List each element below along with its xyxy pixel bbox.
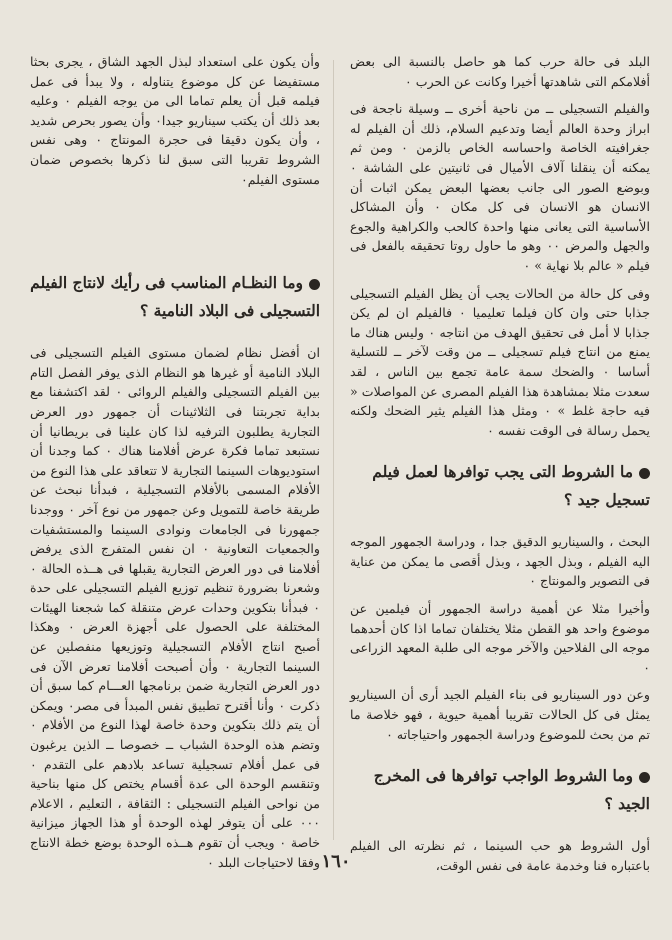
paragraph: البلد فى حالة حرب كما هو حاصل بالنسبة الى بعض أفلامكم التى شاهدتها أخيرا وكانت عن الحرب ٠ [350,54,650,89]
question-heading [30,269,320,325]
question-text: ما الشروط التى يجب توافرها لعمل فيلم [372,462,633,482]
paragraph: وأن يكون على استعداد لبذل الجهد الشاق ، يجرى بحثا مستفيضا عن كل موضوع يتناوله ، ولا يبدأ فى عمل فيلمه قبل أن يعلم تماما الى من يوجه الفيلم ٠ وعليه بعد ذلك أن يكتب سيناريو جيدا٠ وأن يصور بحرص شديد ، وأن يكون دقيقا فى حجرة المونتاج ٠ وهى نفس الشروط تقريبا التى سبق لنا ذكرها بخصوص ضمان مستوى الفيلم٠ [30,54,320,187]
question-heading [350,762,650,818]
paragraph: وفى كل حالة من الحالات يجب أن يظل الفيلم التسجيلى جذابا حتى وان كان فيلما تعليميا ٠ فالفيلم ان لم يكن جذابا لا أمل فى تحقيق الهدف من انتاجه ٠ وليس هناك ما يمنع من انتاج فيلم تسجيلى ــ من وقت لآخر ــ للتسلية أساسا ٠ والضحك سمة عامة تجمع بين الناس ، لقد سعدت مثلا بمشاهدة هذا الفيلم المصرى عن المواصلات « فيه حاجة غلط » ٠ ومثل هذا الفيلم يثير الضحك ولكنه يحمل رسالة فى الوقت نفسه ٠ [350,285,650,438]
question-text: التسجيلى فى البلاد النامية ؟ [140,301,320,321]
paragraph: البحث ، والسيناريو الدقيق جدا ، ودراسة الجمهور الموجه اليه الفيلم ، وبذل الجهد ، وبذل أقصى ما يمكن من عناية فى التصوير والمونتاج ٠ [350,534,650,589]
left-column [30,52,320,872]
bullet-icon [639,468,650,479]
question-text: وما النظـام المناسب فى رأيك لانتاج الفيلم [30,273,303,293]
question-heading [350,458,650,514]
paragraph: وأخيرا مثلا عن أهمية دراسة الجمهور أن فيلمين عن موضوع واحد هو القطن مثلا يختلفان تماما اذا كان أحدهما موجه الى الفلاحين والآخر موجه الى طلبة المعهد الزراعى ٠ [350,601,650,675]
question-text: تسجيل جيد ؟ [564,490,650,510]
paragraph: والفيلم التسجيلى ــ من ناحية أخرى ــ وسيلة ناجحة فى ابراز وحدة العالم أيضا وتدعيم السلام، ذلك أن الفيلم له جغرافيته الخاصة واحساسه الخاص بالزمن ٠ ومن ثم يمكنه أن ينقلنا آلاف الأميال فى ثانيتين على الشاشة ٠ وبوضع الصور الى جانب بعضها البعض يمكن اثبات أن الانسان هو الانسان فى كل مكان ٠ وأن المشاكل الأساسية التى يعانى منها واحدة كالحب والكراهية والجوع والجهل والمرض ٠٠ وهو ما حاول روتا تحقيقه بالفعل فى فيلم « عالم بلا نهاية » ٠ [350,101,650,273]
bullet-icon [309,279,320,290]
right-column [350,52,650,875]
paragraph: أول الشروط هو حب السينما ، ثم نظرته الى الفيلم باعتباره فنا وخدمة عامة فى نفس الوقت، [350,838,650,873]
question-text: وما الشروط الواجب توافرها فى المخرج [373,766,633,786]
question-text: الجيد ؟ [604,794,650,814]
bullet-icon [639,772,650,783]
paragraph: وعن دور السيناريو فى بناء الفيلم الجيد أرى أن السيناريو يمثل فى كل الحالات تقريبا أهمية حيوية ، فهو خلاصة ما تم من بحث للموضوع ودراسة الجمهور واحتياجاته ٠ [350,687,650,742]
page-number: ١٦٠ [321,851,351,872]
paragraph: ان أفضل نظام لضمان مستوى الفيلم التسجيلى فى البلاد النامية أو غيرها هو النظام الذى يوفر الفصل التام بين الفيلم التسجيلى والفيلم الروائى ٠ لقد اكتشفنا مع بداية تجربتنا فى الثلاثينات أن جمهور دور العرض التجارية يطلبون الترفيه لذا كان علينا فى بريطانيا أن نستبعد تماما فكرة عرض أفلامنا هناك ٠ كما وجدنا أن استوديوهات السينما التجارية لا تتعاقد على هذا النوع من الأفلام المسمى بالأفلام التسجيلية ، فبدأنا نبحث عن طريقة خاصة للتمويل وعن جمهور من نوع آخر ٠ ووجدنا جمهورنا فى الجامعات ونوادى السينما والمستشفيات والجمعيات التعاونية ٠ ان نفس المتفرج الذى يرفض أفلامنا فى دور العرض التجارية يقبلها فى هــذه الحالة ٠ وشعرنا بضرورة تنظيم توزيع الفيلم التسجيلى على حدة ٠ فبدأنا بتكوين وحدات عرض متنقلة كما شجعنا الهيئات المختلفة على الحصول على أجهزة العرض ٠ وهكذا أصبح انتاج الأفلام التسجيلية وتوزيعها منفصلين عن السينما التجارية ٠ وأن أصبحت أفلامنا تعرض الآن فى دور العرض التجارية ضمن برنامجها العـــام كما سبق أن ذكرت ٠ وأنا أقترح تطبيق نفس المبدأ فى مصر٠ ويمكن أن يتم ذلك بتكوين وحدة خاصة لهذا النوع من الأفلام ٠ وتضم هذه الوحدة الشباب ــ خصوصا ــ الذين يرغبون فى عمل أفلام تسجيلية تساعد بلادهم على التقدم ٠ وتنقسم الوحدة الى عدة أقسام يختص كل منها بناحية من نواحى الفيلم التسجيلى : الثقافة ، التعليم ، الاعلام ٠٠٠ على أن يتوفر لهذه الوحدة أو هذا الجهاز ميزانية خاصة ٠ ويجب أن تقوم هــذه الوحدة بوضع خطة الانتاج وفقا لاحتياجات البلد ٠ [30,345,321,870]
column-divider [333,60,334,840]
